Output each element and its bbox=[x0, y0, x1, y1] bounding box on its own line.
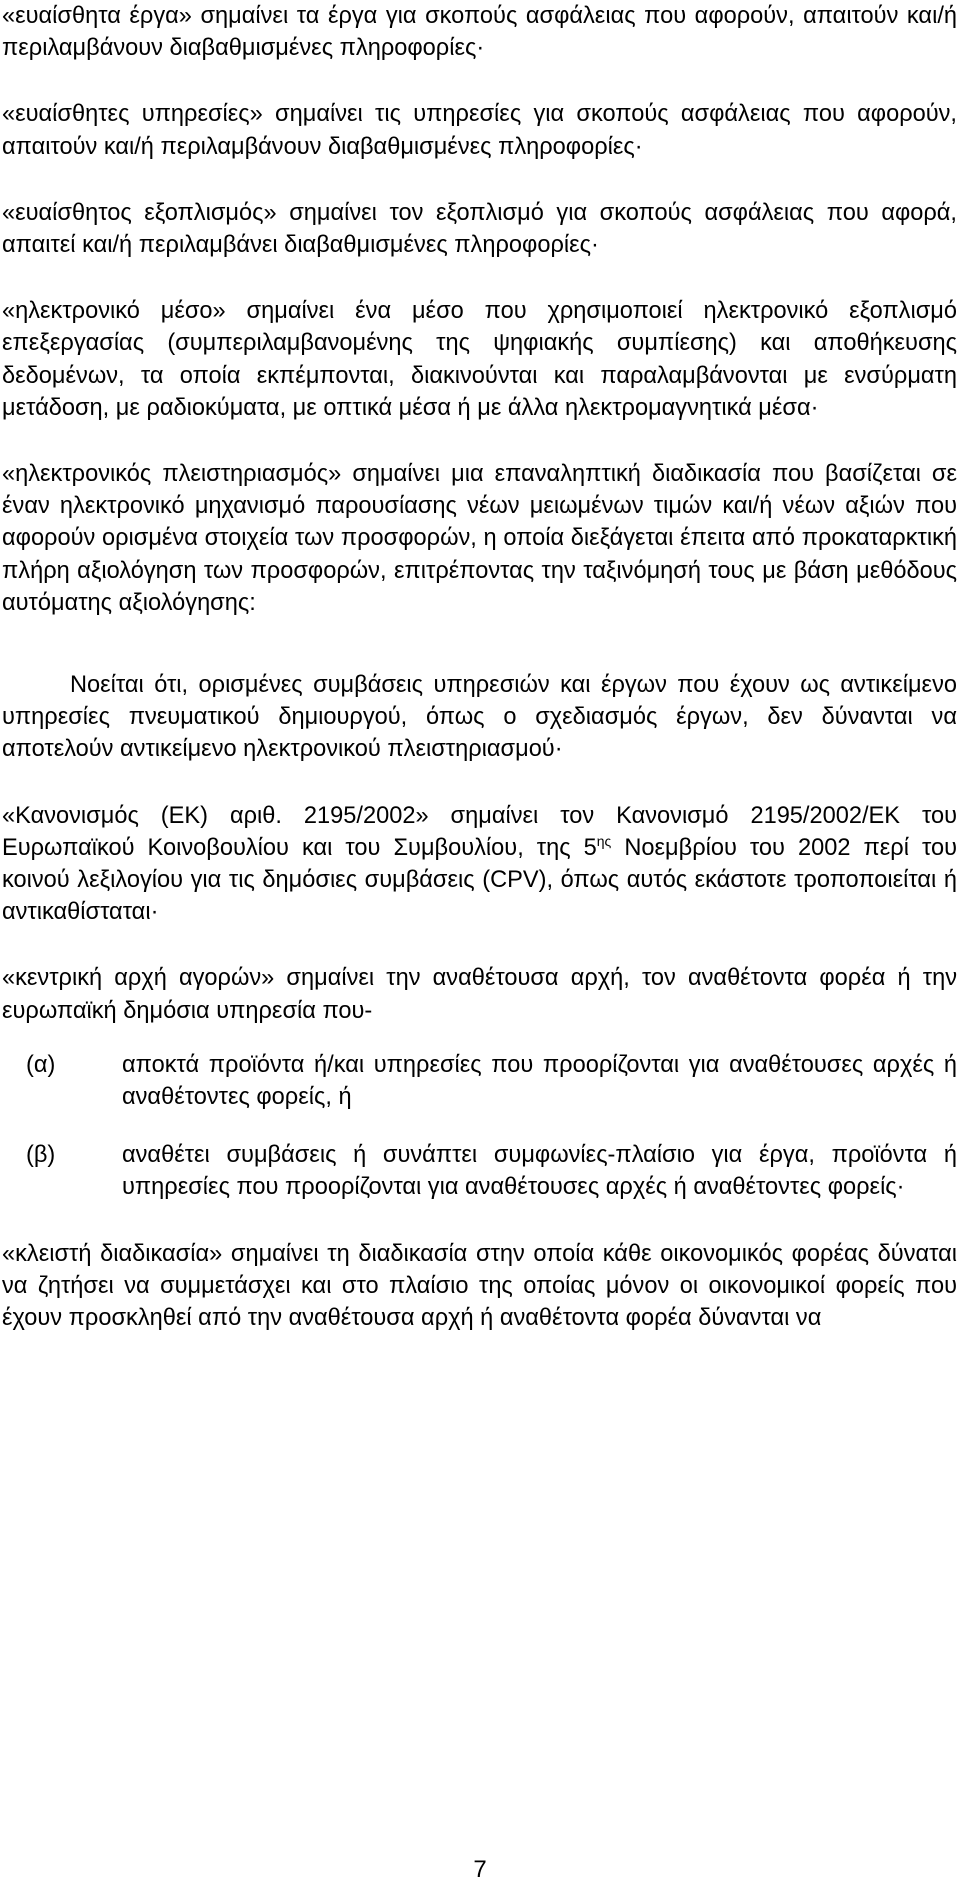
electronic-auction-proviso: Νοείται ότι, ορισμένες συμβάσεις υπηρεσιών και έργων που έχουν ως αντικείμενο υπηρεσίες πνευματικού δημιουργού, όπως ο σχεδιασμός έργων, δεν δύνανται να αποτελούν αντικείμενο ηλεκτρονικού πλειστηριασμού· bbox=[2, 672, 957, 763]
ordinal-superscript: ης bbox=[596, 832, 612, 849]
definition-electronic-auction: «ηλεκτρονικός πλειστηριασμός» σημαίνει μια επαναληπτική διαδικασία που βασίζεται σε έναν ηλεκτρονικό μηχανισμό παρουσίασης νέων μειωμένων τιμών και/ή νέων αξιών που αφορούν ορισμένα στοιχεία των προσφορών, η οποία διεξάγεται έπειτα από προκαταρκτική πλήρη αξιολόγηση των προσφορών, επιτρέποντας την ταξινόμησή τους με βάση μεθόδους αυτόματης αξιολόγησης: bbox=[2, 461, 957, 616]
definition-central-purchasing-body: «κεντρική αρχή αγορών» σημαίνει την αναθέτουσα αρχή, τον αναθέτοντα φορέα ή την ευρωπαϊκή δημόσια υπηρεσία που- bbox=[2, 965, 957, 1024]
definition-sensitive-works: «ευαίσθητα έργα» σημαίνει τα έργα για σκοπούς ασφάλειας που αφορούν, απαιτούν και/ή περιλαμβάνουν διαβαθμισμένες πληροφορίες· bbox=[2, 3, 957, 62]
regulation-text-before-superscript: «Κανονισμός (ΕΚ) αριθ. 2195/2002» σημαίνει τον Κανονισμό 2195/2002/ΕΚ του Ευρωπαϊκού Κοινοβουλίου και του Συμβουλίου, της 5 bbox=[2, 802, 957, 861]
list-marker: (β) bbox=[26, 1142, 56, 1169]
list-item bbox=[2, 1139, 957, 1203]
list-marker: (α) bbox=[26, 1051, 56, 1078]
document-body bbox=[2, 0, 957, 1368]
definition-restricted-procedure: «κλειστή διαδικασία» σημαίνει τη διαδικασία στην οποία κάθε οικονομικός φορέας δύναται να ζητήσει να συμμετάσχει και στο πλαίσιο της οποίας μόνον οι οικονομικοί φορείς που έχουν προσκληθεί από την αναθέτουσα αρχή ή αναθέτοντα φορέα δύνανται να bbox=[2, 1240, 957, 1332]
list-item-text: αναθέτει συμβάσεις ή συνάπτει συμφωνίες-πλαίσιο για έργα, προϊόντα ή υπηρεσίες που προορίζονται για αναθέτουσες αρχές ή αναθέτοντες φορείς· bbox=[122, 1142, 957, 1201]
list-item bbox=[2, 1049, 957, 1113]
definition-sensitive-services: «ευαίσθητες υπηρεσίες» σημαίνει τις υπηρεσίες για σκοπούς ασφάλειας που αφορούν, απαιτούν και/ή περιλαμβάνουν διαβαθμισμένες πληροφορίες· bbox=[2, 101, 957, 160]
regulation-text-after-superscript: Νοεμβρίου του 2002 περί του κοινού λεξιλογίου για τις δημόσιες συμβάσεις (CPV), όπως αυτός εκάστοτε τροποποιείται ή αντικαθίσταται· bbox=[2, 834, 958, 926]
definition-electronic-means: «ηλεκτρονικό μέσο» σημαίνει ένα μέσο που χρησιμοποιεί ηλεκτρονικό εξοπλισμό επεξεργασίας (συμπεριλαμβανομένης της ψηφιακής συμπίεσης) και αποθήκευσης δεδομένων, τα οποία εκπέμπονται, διακινούνται και παραλαμβάνονται με ενσύρματη μετάδοση, με ραδιοκύματα, με οπτικά μέσα ή με άλλα ηλεκτρομαγνητικά μέσα· bbox=[2, 298, 957, 421]
list-item-text: αποκτά προϊόντα ή/και υπηρεσίες που προορίζονται για αναθέτουσες αρχές ή αναθέτοντες φορείς, ή bbox=[122, 1051, 957, 1111]
definition-regulation-2195-2002 bbox=[2, 800, 957, 929]
definition-sensitive-equipment: «ευαίσθητος εξοπλισμός» σημαίνει τον εξοπλισμό για σκοπούς ασφάλειας που αφορά, απαιτεί και/ή περιλαμβάνει διαβαθμισμένες πληροφορίες· bbox=[2, 199, 957, 259]
page-number: 7 bbox=[473, 1856, 487, 1883]
